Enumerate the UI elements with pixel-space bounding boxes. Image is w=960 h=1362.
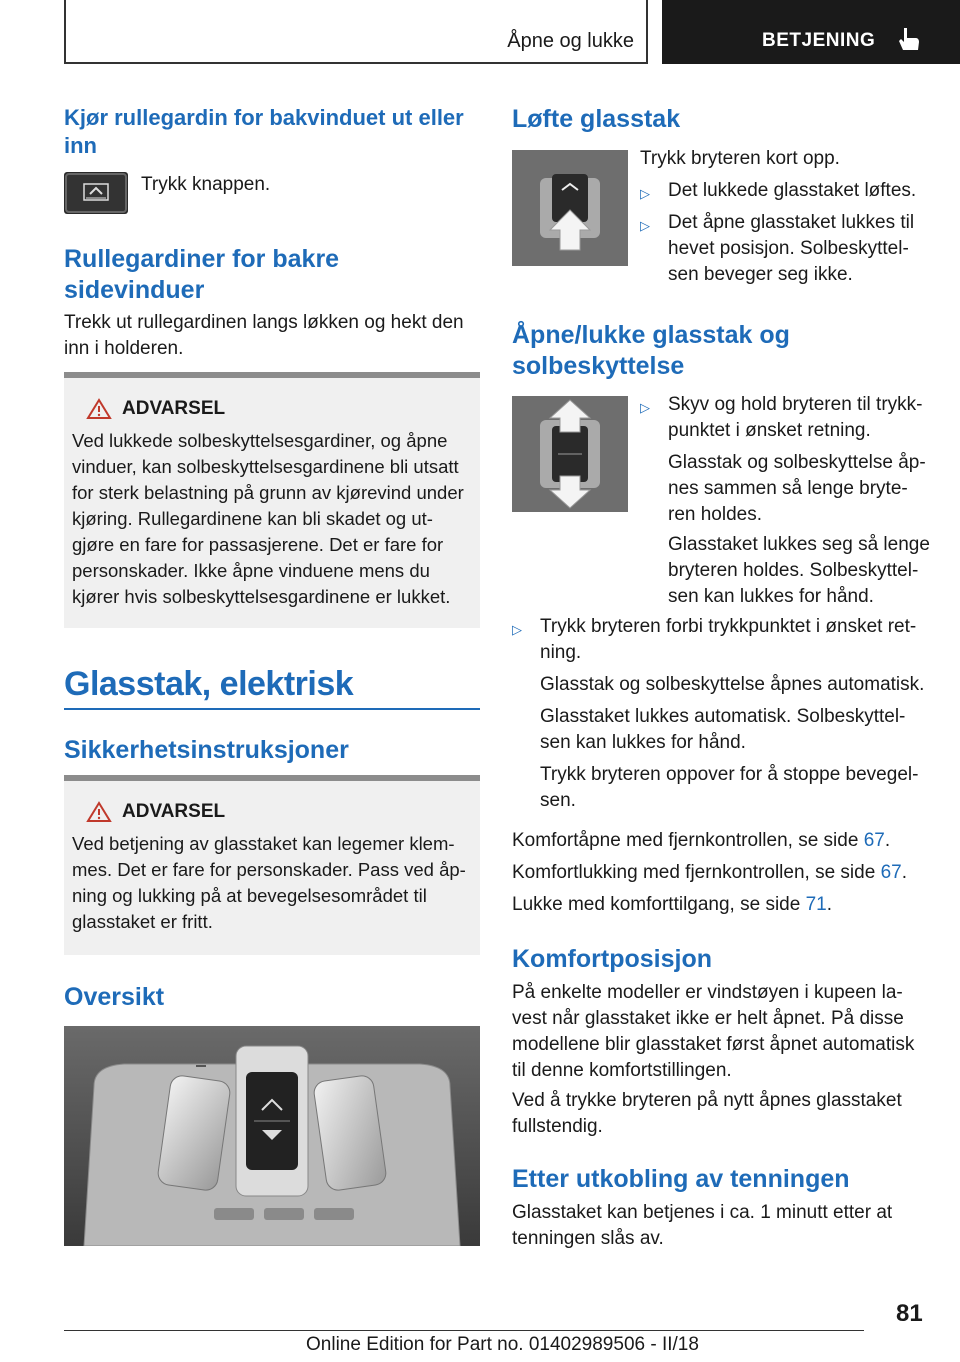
bullet-triangle-icon: ▷ [640, 218, 650, 233]
warning-text-glass-roof: Ved betjening av glasstaket kan legemer klem-mes. Det er fare for personskader. Pass ved åp-ning og lukking på at bevegelsesområdet til glasstaket er fritt. [72, 833, 466, 932]
comfort-position-p2: Ved å trykke bryteren på nytt åpnes glasstaket fullstendig. [512, 1090, 902, 1137]
heading-overview: Oversikt [64, 983, 165, 1011]
heading-lift-roof: Løfte glasstak [512, 105, 681, 133]
heading-after-ignition: Etter utkobling av tenningen [512, 1165, 850, 1193]
heading-open-close: Åpne/lukke glasstak og solbeskyttelse [512, 321, 790, 380]
list-item: ▷ Skyv og hold bryteren til trykk-punktet i ønsket retning. [640, 394, 923, 441]
warning-box-blinds [64, 372, 480, 628]
page-link-67[interactable]: 67 [880, 862, 902, 883]
bullet-triangle-icon: ▷ [640, 400, 650, 415]
heading-comfort-position: Komfortposisjon [512, 945, 712, 973]
heading-side-blinds: Rullegardiner for bakre sidevinduer [64, 245, 340, 304]
page-link-71[interactable]: 71 [805, 894, 827, 915]
list-item: ▷ Det lukkede glasstaket løftes. [640, 178, 930, 204]
open-auto-text: Glasstak og solbeskyttelse åpnes automatisk. [540, 674, 925, 695]
list-item: ▷ Trykk bryteren forbi trykkpunktet i ønsket ret-ning. [512, 616, 917, 663]
header-chapter-tab [662, 0, 960, 64]
warning-title: ADVARSEL [122, 398, 226, 419]
heading-rule [64, 708, 480, 710]
comfort-open-text: Komfortåpne med fjernkontrollen, se side 67. [512, 830, 891, 851]
lift-intro-text: Trykk bryteren kort opp. [640, 148, 840, 169]
rear-blind-text: Trykk knappen. [141, 174, 271, 195]
open-close-switch-image [512, 396, 628, 512]
warning-triangle-icon [86, 398, 112, 420]
bullet-triangle-icon: ▷ [640, 186, 650, 201]
header-section-title: Åpne og lukke [507, 30, 634, 52]
after-ignition-text: Glasstaket kan betjenes i ca. 1 minutt etter at tenningen slås av. [512, 1202, 893, 1249]
rear-blind-button-image [64, 172, 128, 214]
open-close-p2: Glasstak og solbeskyttelse åp-nes sammen så lenge bryte-ren holdes. [668, 452, 926, 525]
warning-title: ADVARSEL [122, 801, 226, 822]
open-close-p3: Glasstaket lukkes seg så lenge bryteren holdes. Solbeskyttel-sen kan lukkes for hånd. [668, 534, 930, 607]
list-item: ▷ Det åpne glasstaket lukkes til hevet posisjon. Solbeskyttel-sen beveger seg ikke. [640, 212, 915, 285]
warning-triangle-icon [86, 801, 112, 823]
footer-edition: Online Edition for Part no. 01402989506 - II/18 [306, 1334, 699, 1355]
comfort-close-text: Komfortlukking med fjernkontrollen, se side 67. [512, 862, 907, 883]
heading-glass-roof: Glasstak, elektrisk [64, 665, 354, 703]
stop-motion-text: Trykk bryteren oppover for å stoppe bevegel-sen. [540, 764, 919, 811]
footer-rule [64, 1330, 864, 1331]
warning-text-blinds: Ved lukkede solbeskyttelsesgardiner, og åpne vinduer, kan solbeskyttelsesgardinene bli utsatt for sterk belastning på grunn av kjørevind under kjøring. Rullegardinene kan bli skadet og ut-gjøre en fare for passasjerene. Det er fare for personskader. Ikke åpne vinduene mens du kjører hvis solbeskyttelsesgardinene er lukket. [72, 430, 464, 607]
comfort-access-text: Lukke med komforttilgang, se side 71. [512, 894, 833, 915]
page-link-67[interactable]: 67 [863, 830, 885, 851]
warning-box-glass-roof [64, 775, 480, 955]
hand-pointer-icon [896, 26, 922, 52]
overview-roof-console-image [64, 1026, 480, 1246]
page-number: 81 [896, 1300, 923, 1327]
comfort-position-p1: På enkelte modeller er vindstøyen i kupeen la-vest når glasstaket ikke er helt åpnet. På disse modellene blir glasstaket først åpnet automatisk til denne komfortstillingen. [512, 982, 915, 1081]
side-blinds-text: Trekk ut rullegardinen langs løkken og hekt den inn i holderen. [64, 312, 464, 359]
header-chapter-title: BETJENING [762, 30, 876, 51]
heading-safety: Sikkerhetsinstruksjoner [64, 736, 349, 764]
close-auto-text: Glasstaket lukkes automatisk. Solbeskyttel-sen kan lukkes for hånd. [540, 706, 906, 753]
header-section-box [64, 0, 648, 64]
bullet-triangle-icon: ▷ [512, 622, 522, 637]
lift-roof-switch-image [512, 150, 628, 266]
heading-rear-blind: Kjør rullegardin for bakvinduet ut eller inn [64, 105, 464, 158]
